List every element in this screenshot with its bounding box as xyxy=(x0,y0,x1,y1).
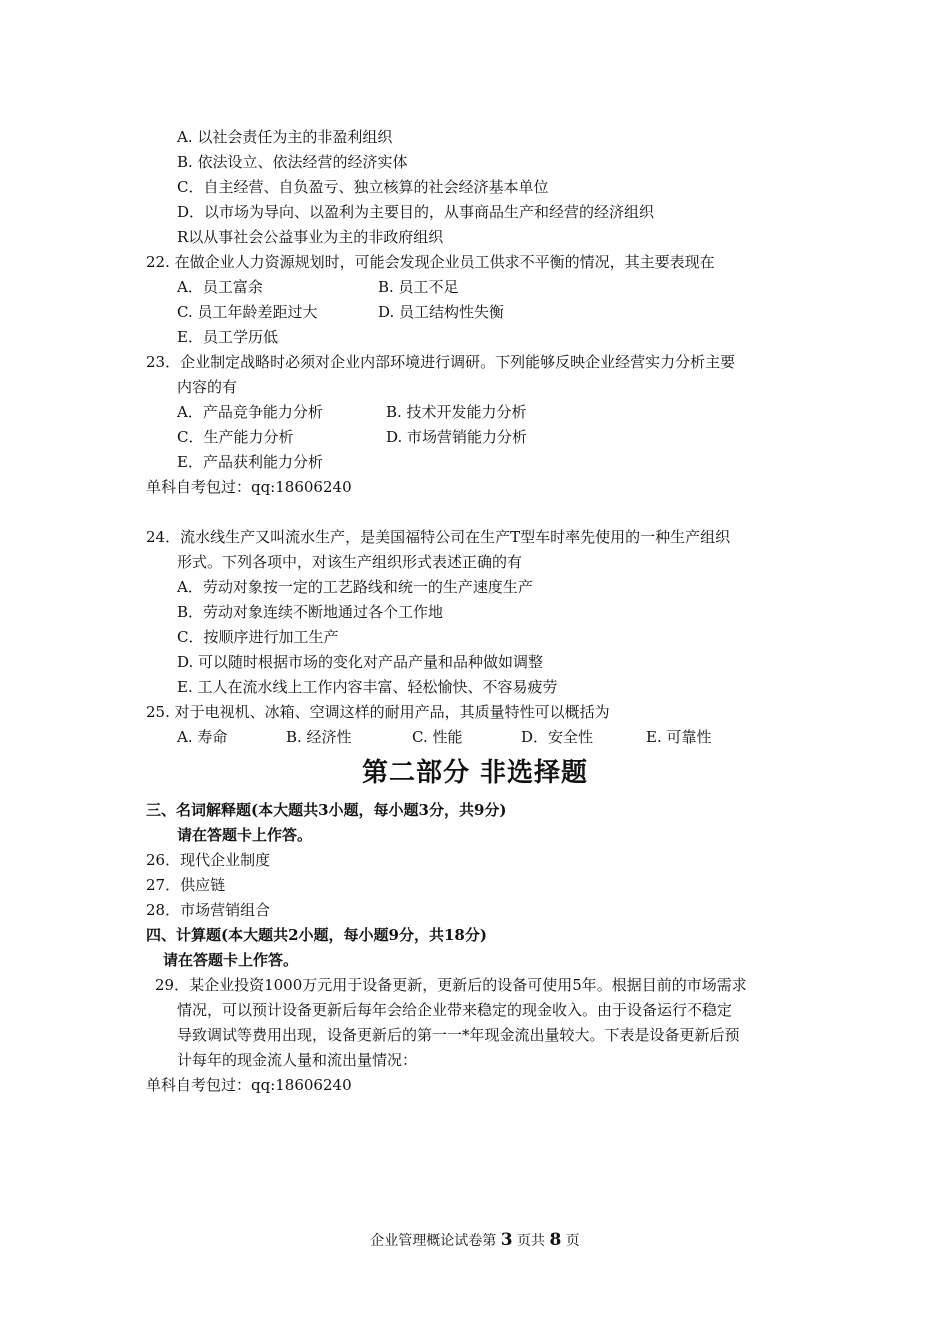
q22-option-a: A．员工富余 xyxy=(177,278,263,296)
q21-option-c: C．自主经营、自负盈亏、独立核算的社会经济基本单位 xyxy=(177,178,549,196)
sec3-note: 请在答题卡上作答。 xyxy=(177,826,313,844)
q22-option-b: B. 员工不足 xyxy=(378,278,459,296)
page-footer xyxy=(0,1229,950,1252)
q26-term: 26．现代企业制度 xyxy=(146,851,271,869)
q25-option-a: A. 寿命 xyxy=(177,728,228,746)
q23-option-d: D. 市场营销能力分析 xyxy=(386,428,528,446)
q21-option-e: R以从事社会公益事业为主的非政府组织 xyxy=(177,228,444,246)
q28-term: 28．市场营销组合 xyxy=(146,901,271,919)
q24-option-d: D. 可以随时根据市场的变化对产品产量和品种做如调整 xyxy=(177,653,544,671)
q22-option-d: D. 员工结构性失衡 xyxy=(378,303,505,321)
q24-option-a: A．劳动对象按一定的工艺路线和统一的生产速度生产 xyxy=(177,578,533,596)
q29-line4: 计每年的现金流人量和流出量情况： xyxy=(177,1051,418,1069)
ad-line-bottom: 单科自考包过：qq:18606240 xyxy=(146,1076,352,1094)
ad-line-top: 单科自考包过：qq:18606240 xyxy=(146,478,352,496)
q24-stem-line1: 24．流水线生产又叫流水生产，是美国福特公司在生产T型车时率先使用的一种生产组织 xyxy=(146,528,731,546)
footer-prefix: 企业管理概论试卷第 xyxy=(370,1233,497,1249)
q25-option-d: D．安全性 xyxy=(521,728,594,746)
q25-option-b: B. 经济性 xyxy=(286,728,352,746)
q24-option-b: B．劳动对象连续不断地通过各个工作地 xyxy=(177,603,444,621)
q24-option-c: C．按顺序进行加工生产 xyxy=(177,628,339,646)
footer-page-number: 3 xyxy=(500,1230,513,1250)
footer-suffix: 页 xyxy=(565,1233,580,1249)
sec3-heading: 三、名词解释题(本大题共3小题，每小题3分，共9分) xyxy=(146,801,507,819)
q21-option-d: D．以市场为导向、以盈利为主要目的，从事商品生产和经营的经济组织 xyxy=(177,203,655,221)
q24-option-e: E. 工人在流水线上工作内容丰富、轻松愉快、不容易疲劳 xyxy=(177,678,558,696)
q22-option-e: E．员工学历低 xyxy=(177,328,278,346)
q25-stem: 25. 对于电视机、冰箱、空调这样的耐用产品，其质量特性可以概括为 xyxy=(146,703,610,721)
q29-line1: 29．某企业投资1000万元用于设备更新，更新后的设备可使用5年。根据目前的市场需求 xyxy=(155,976,747,994)
q21-option-b: B. 依法设立、依法经营的经济实体 xyxy=(177,153,408,171)
q21-option-a: A. 以社会责任为主的非盈利组织 xyxy=(177,128,393,146)
q23-stem-line1: 23．企业制定战略时必须对企业内部环境进行调研。下列能够反映企业经营实力分析主要 xyxy=(146,353,736,371)
sec4-heading: 四、计算题(本大题共2小题，每小题9分，共18分) xyxy=(146,926,487,944)
q29-line3: 导致调试等费用出现，设备更新后的第一一*年现金流出量较大。下表是设备更新后预 xyxy=(177,1026,740,1044)
sec4-note: 请在答题卡上作答。 xyxy=(163,951,299,969)
part2-title: 第二部分 非选择题 xyxy=(361,758,589,788)
q23-option-e: E．产品获利能力分析 xyxy=(177,453,323,471)
q22-option-c: C. 员工年龄差距过大 xyxy=(177,303,318,321)
q27-term: 27．供应链 xyxy=(146,876,226,894)
q24-stem-line2: 形式。下列各项中，对该生产组织形式表述正确的有 xyxy=(177,553,523,571)
footer-total-pages: 8 xyxy=(549,1230,562,1250)
q22-stem: 22. 在做企业人力资源规划时，可能会发现企业员工供求不平衡的情况，其主要表现在 xyxy=(146,253,715,271)
q25-option-e: E. 可靠性 xyxy=(646,728,712,746)
q23-option-b: B. 技术开发能力分析 xyxy=(386,403,527,421)
q23-stem-line2: 内容的有 xyxy=(177,378,238,396)
q25-option-c: C. 性能 xyxy=(412,728,463,746)
footer-mid: 页共 xyxy=(517,1233,545,1249)
q29-line2: 情况，可以预计设备更新后每年会给企业带来稳定的现金收入。由于设备运行不稳定 xyxy=(177,1001,733,1019)
q23-option-c: C．生产能力分析 xyxy=(177,428,294,446)
q23-option-a: A．产品竞争能力分析 xyxy=(177,403,323,421)
